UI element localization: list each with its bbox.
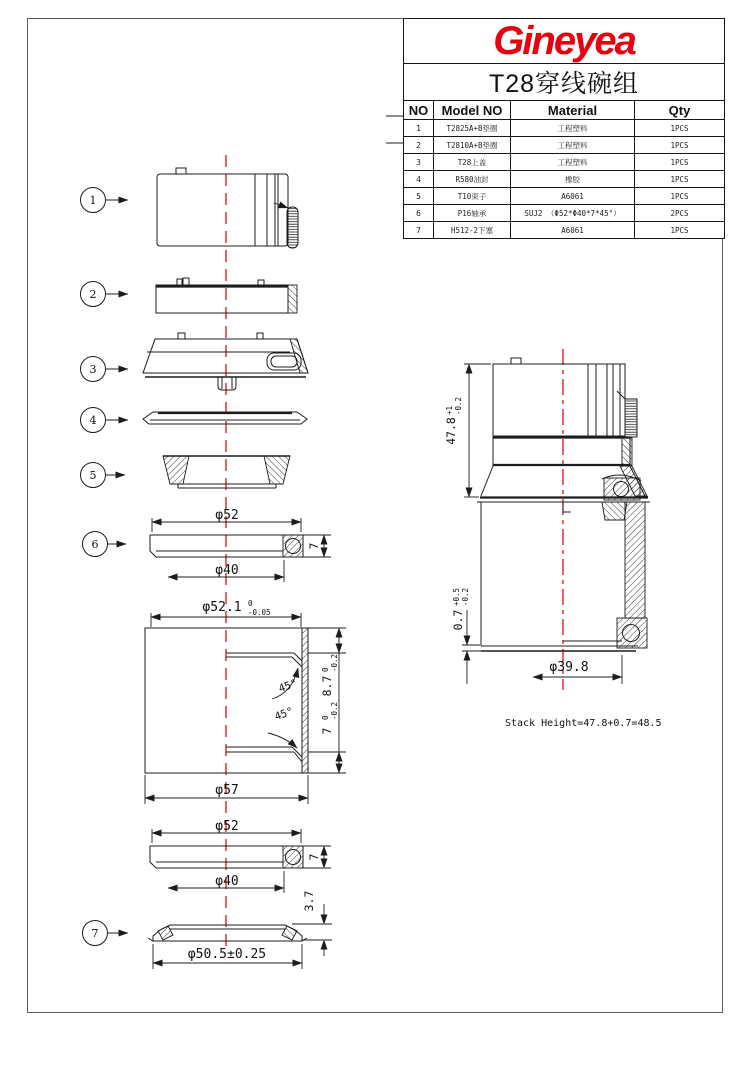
svg-text:47.8: 47.8 bbox=[444, 417, 458, 445]
drawing-title: T28穿线碗组 bbox=[404, 64, 725, 101]
svg-text:φ52: φ52 bbox=[215, 508, 239, 523]
cell-no: 2 bbox=[404, 137, 434, 154]
svg-text:3.7: 3.7 bbox=[302, 890, 316, 912]
balloon-3 bbox=[81, 357, 129, 382]
column-header-qty: Qty bbox=[635, 101, 725, 120]
balloon-2 bbox=[81, 282, 129, 307]
part-3-top-cover-drawing bbox=[143, 333, 308, 390]
cell-material: 工程塑料 bbox=[511, 137, 635, 154]
svg-text:-0.05: -0.05 bbox=[248, 608, 271, 617]
svg-text:7: 7 bbox=[307, 542, 321, 550]
svg-text:0: 0 bbox=[321, 715, 330, 720]
svg-text:φ40: φ40 bbox=[215, 563, 239, 578]
svg-text:5: 5 bbox=[89, 469, 97, 482]
svg-text:0.7: 0.7 bbox=[451, 609, 465, 631]
cell-qty: 1PCS bbox=[635, 171, 725, 188]
brand-logo-text: Gineyea bbox=[493, 19, 635, 63]
cell-model: R580油封 bbox=[434, 171, 511, 188]
cell-model: T10束子 bbox=[434, 188, 511, 205]
cell-no: 4 bbox=[404, 171, 434, 188]
svg-text:7: 7 bbox=[91, 927, 99, 940]
svg-text:3: 3 bbox=[89, 363, 97, 376]
title-block-stub-lines bbox=[386, 116, 403, 143]
svg-text:7: 7 bbox=[320, 727, 334, 735]
svg-text:-0.2: -0.2 bbox=[454, 396, 463, 415]
svg-text:45°: 45° bbox=[277, 677, 299, 696]
svg-text:+0.5: +0.5 bbox=[452, 587, 461, 606]
balloon-7 bbox=[83, 921, 129, 946]
part-7-crown-race-drawing bbox=[148, 891, 332, 969]
cell-qty: 1PCS bbox=[635, 188, 725, 205]
svg-text:2: 2 bbox=[89, 288, 97, 301]
cell-qty: 1PCS bbox=[635, 120, 725, 137]
svg-text:1: 1 bbox=[89, 194, 97, 207]
cell-material: A6061 bbox=[511, 188, 635, 205]
cell-material: SUJ2 （Φ52*Φ40*7*45°） bbox=[511, 205, 635, 222]
svg-text:0: 0 bbox=[321, 667, 330, 672]
cell-material: 工程塑料 bbox=[511, 154, 635, 171]
svg-text:+1: +1 bbox=[445, 405, 454, 415]
cell-model: T2810A+B垫圈 bbox=[434, 137, 511, 154]
svg-text:φ39.8: φ39.8 bbox=[549, 660, 589, 675]
svg-text:φ52: φ52 bbox=[215, 819, 239, 834]
cell-no: 6 bbox=[404, 205, 434, 222]
cell-material: A6061 bbox=[511, 222, 635, 239]
column-header-no: NO bbox=[404, 101, 434, 120]
cell-no: 5 bbox=[404, 188, 434, 205]
cell-qty: 2PCS bbox=[635, 205, 725, 222]
cell-model: T2825A+B垫圈 bbox=[434, 120, 511, 137]
svg-text:φ57: φ57 bbox=[215, 783, 239, 798]
column-header-material: Material bbox=[511, 101, 635, 120]
svg-text:6: 6 bbox=[91, 538, 99, 551]
svg-text:φ52.1: φ52.1 bbox=[202, 600, 242, 615]
svg-text:0: 0 bbox=[248, 599, 253, 608]
cell-model: P16轴承 bbox=[434, 205, 511, 222]
svg-text:7: 7 bbox=[307, 853, 321, 861]
cell-qty: 1PCS bbox=[635, 222, 725, 239]
part-1-spacer-drawing bbox=[157, 168, 298, 248]
balloon-1 bbox=[81, 188, 129, 213]
stack-height-note: Stack Height=47.8+0.7=48.5 bbox=[505, 718, 662, 729]
cell-model: H512-2下塞 bbox=[434, 222, 511, 239]
cell-qty: 1PCS bbox=[635, 137, 725, 154]
cell-no: 7 bbox=[404, 222, 434, 239]
cell-material: 橡胶 bbox=[511, 171, 635, 188]
svg-text:-0.2: -0.2 bbox=[330, 701, 339, 720]
balloon-5 bbox=[81, 463, 126, 488]
svg-text:φ40: φ40 bbox=[215, 874, 239, 889]
svg-text:4: 4 bbox=[89, 414, 97, 427]
balloon-4 bbox=[81, 408, 129, 433]
column-header-model: Model NO bbox=[434, 101, 511, 120]
part-4-seal-drawing bbox=[143, 412, 307, 424]
cell-no: 1 bbox=[404, 120, 434, 137]
svg-text:8.7: 8.7 bbox=[320, 675, 334, 697]
lower-cup-section-drawing bbox=[145, 599, 346, 804]
second-bearing-drawing bbox=[150, 819, 331, 893]
assembly-view-drawing bbox=[444, 349, 662, 729]
cell-qty: 1PCS bbox=[635, 154, 725, 171]
cell-no: 3 bbox=[404, 154, 434, 171]
cell-material: 工程塑料 bbox=[511, 120, 635, 137]
svg-text:φ50.5±0.25: φ50.5±0.25 bbox=[187, 947, 267, 962]
svg-text:-0.2: -0.2 bbox=[330, 653, 339, 672]
balloon-6 bbox=[83, 532, 127, 557]
svg-text:45°: 45° bbox=[273, 705, 295, 724]
part-6-bearing-drawing bbox=[150, 508, 331, 582]
cell-model: T28上盖 bbox=[434, 154, 511, 171]
svg-text:-0.2: -0.2 bbox=[461, 587, 470, 606]
